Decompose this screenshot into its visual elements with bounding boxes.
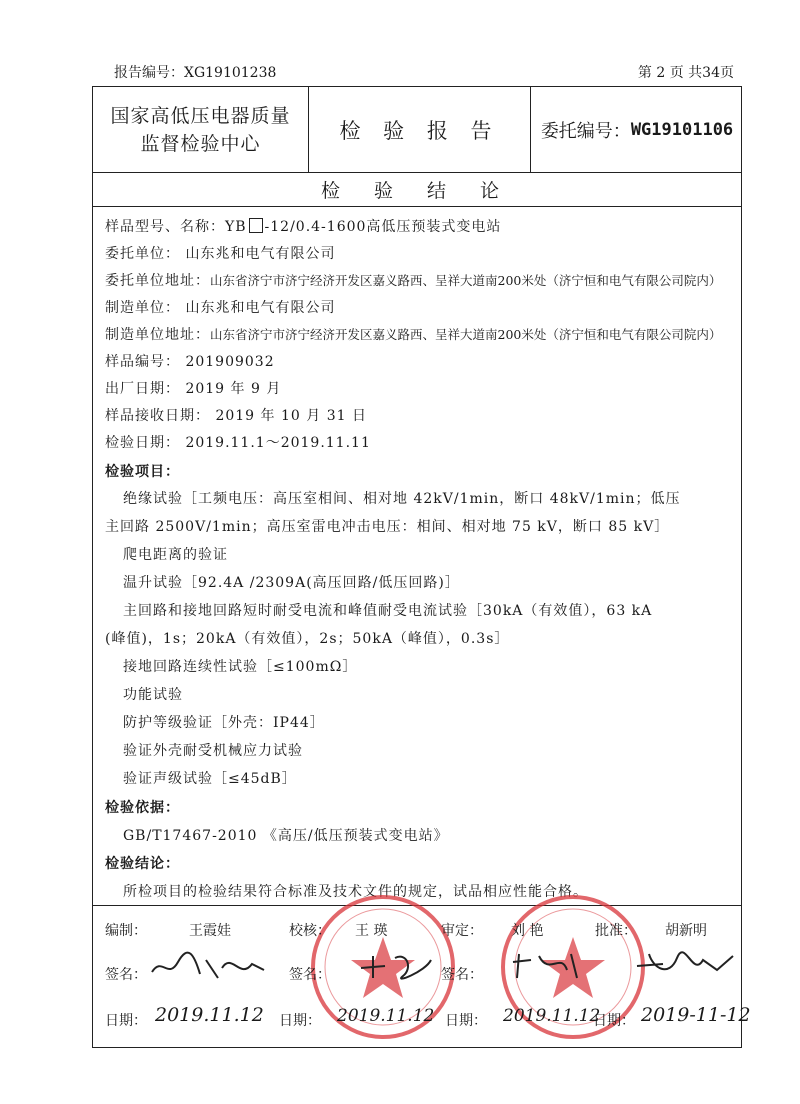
client: 委托单位： 山东兆和电气有限公司: [105, 246, 336, 262]
model-suffix: -12/0.4-1600高低压预装式变电站: [264, 219, 502, 235]
signature-approver: [633, 948, 737, 984]
client-address-value: 山东省济宁市济宁经济开发区嘉义路西、呈祥大道南200米处（济宁恒和电气有限公司院内）: [210, 273, 722, 288]
item-line: (峰值)，1s；20kA（有效值），2s；50kA（峰值），0.3s］: [105, 631, 510, 647]
doc-title: 检 验 报 告: [309, 87, 531, 172]
commission-cell: [531, 87, 743, 172]
signoff-area: [93, 905, 751, 1050]
check-label: 校核：: [289, 923, 331, 939]
report-number: 报告编号：XG19101238: [114, 65, 277, 81]
date-label: 日期：: [105, 1013, 147, 1029]
test-date: 检验日期： 2019.11.1～2019.11.11: [105, 435, 371, 451]
org-line2: 监督检验中心: [140, 132, 261, 155]
maker-address-value: 山东省济宁市济宁经济开发区嘉义路西、呈祥大道南200米处（济宁恒和电气有限公司院内）: [210, 327, 722, 342]
item-line: 主回路 2500V/1min；高压室雷电冲击电压：相间、相对地 75 kV，断口 85 kV］: [105, 519, 670, 535]
date-label: 日期：: [445, 1013, 487, 1029]
page-number: 第 2 页 共34页: [637, 65, 734, 81]
blank-box: [249, 218, 263, 233]
compile-label: 编制：: [105, 923, 147, 939]
item-line: 温升试验［92.4A /2309A(高压回路/低压回路)］: [123, 575, 460, 591]
maker-address: [105, 324, 721, 344]
basis-standard: GB/T17467-2010 《高压/低压预装式变电站》: [123, 828, 449, 844]
conclusion-text: 所检项目的检验结果符合标准及技术文件的规定，试品相应性能合格。: [123, 884, 588, 900]
compiler-name: 王霞娃: [189, 923, 231, 939]
reviewer-name: 刘 艳: [511, 923, 544, 939]
sign-label: 签名：: [441, 967, 483, 983]
date-label: 日期：: [593, 1013, 635, 1029]
commission-label: 委托编号：: [540, 120, 631, 142]
item-line: 功能试验: [123, 687, 183, 703]
item-line: 接地回路连续性试验［≤100mΩ］: [123, 659, 358, 675]
signature-reviewer: [505, 948, 585, 984]
org-name: [93, 87, 309, 172]
sign-label: 签名：: [105, 967, 147, 983]
sign-label: 签名：: [289, 967, 331, 983]
maker: 制造单位： 山东兆和电气有限公司: [105, 300, 336, 316]
items-heading: 检验项目：: [105, 464, 180, 480]
date-checker: 2019.11.12: [337, 1006, 435, 1026]
item-line: 防护等级验证［外壳：IP44］: [123, 715, 325, 731]
item-line: 验证外壳耐受机械应力试验: [123, 743, 303, 759]
date-compiler: 2019.11.12: [155, 1004, 264, 1026]
item-line: 主回路和接地回路短时耐受电流和峰值耐受电流试验［30kA（有效值），63 kA: [123, 603, 653, 619]
date-approver: 2019-11-12: [641, 1004, 751, 1026]
sample-model: [105, 216, 501, 236]
item-line: 绝缘试验［工频电压：高压室相间、相对地 42kV/1min，断口 48kV/1min；低压: [123, 491, 681, 507]
maker-address-label: 制造单位地址：: [105, 327, 210, 343]
receive-date: 样品接收日期： 2019 年 10 月 31 日: [105, 408, 367, 424]
sample-number: 样品编号： 201909032: [105, 354, 275, 370]
item-line: 爬电距离的验证: [123, 547, 228, 563]
approver-name: 胡新明: [665, 923, 707, 939]
factory-date: 出厂日期： 2019 年 9 月: [105, 381, 282, 397]
item-line: 验证声级试验［≤45dB］: [123, 771, 297, 787]
checker-name: 王 瑛: [355, 923, 388, 939]
signature-checker: [355, 948, 435, 984]
model-prefix: 样品型号、名称：YB: [105, 219, 247, 235]
client-address-label: 委托单位地址：: [105, 273, 210, 289]
commission-number: WG19101106: [630, 119, 734, 140]
basis-heading: 检验依据：: [105, 800, 180, 816]
date-reviewer: 2019.11.12: [503, 1006, 601, 1026]
date-label: 日期：: [279, 1013, 321, 1029]
signature-compiler: [148, 950, 268, 984]
report-frame: [92, 86, 751, 1048]
header-row: [93, 87, 741, 173]
approve-label: 批准：: [595, 923, 637, 939]
client-address: [105, 270, 721, 290]
org-line1: 国家高低压电器质量: [110, 104, 291, 127]
section-title: 检 验 结 论: [93, 172, 741, 207]
conclusion-heading: 检验结论：: [105, 856, 180, 872]
review-label: 审定：: [441, 923, 483, 939]
